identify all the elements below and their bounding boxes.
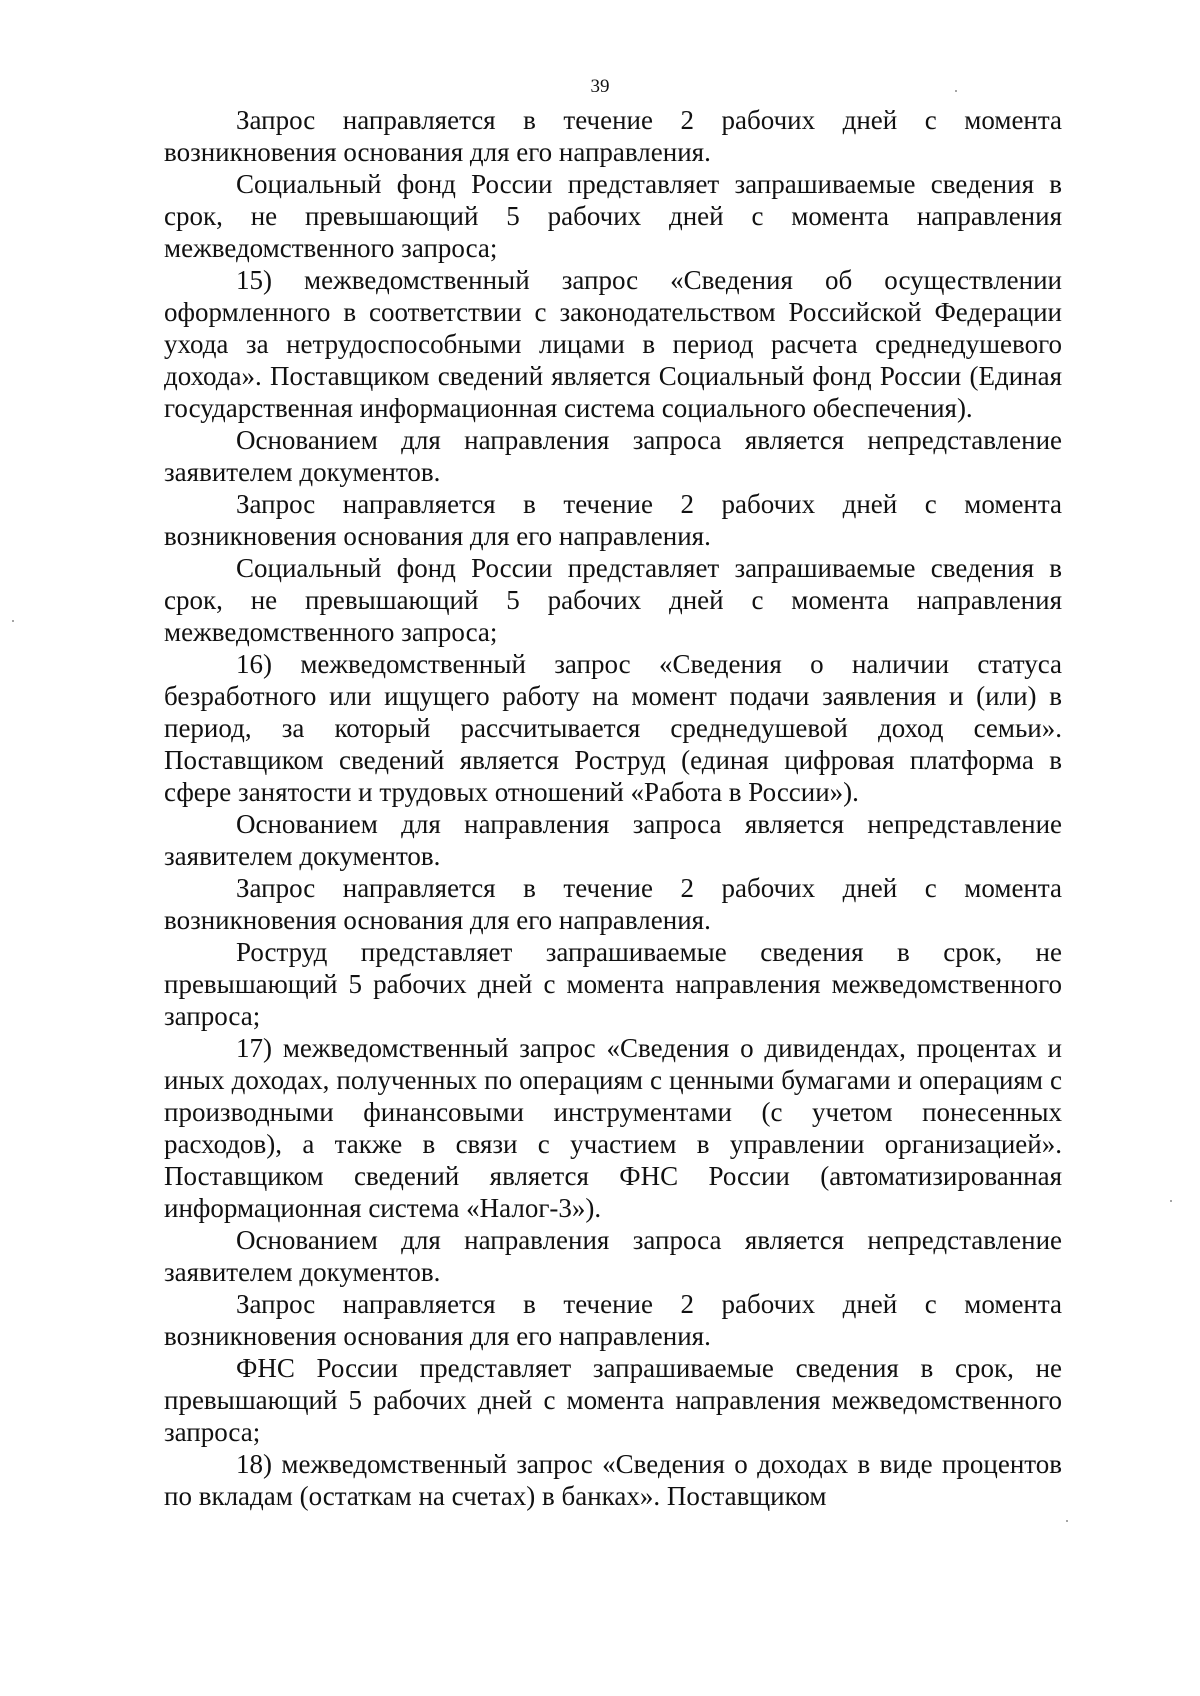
paragraph-item-18: 18) межведомственный запрос «Сведения о доходах в виде процентов по вкладам (остаткам на счетах) в банках». Поставщиком: [164, 1449, 1062, 1511]
paragraph-14: ФНС России представляет запрашиваемые сведения в срок, не превышающий 5 рабочих дней с момента направления межведомственного запроса;: [164, 1353, 1062, 1447]
scan-speck: [955, 90, 957, 92]
paragraph-12: Основанием для направления запроса является непредставление заявителем документов.: [164, 1225, 1062, 1287]
paragraph-item-16: 16) межведомственный запрос «Сведения о наличии статуса безработного или ищущего работу на момент подачи заявления и (или) в период, за который рассчитывается среднедушевой доход семьи». Поставщиком сведений является Роструд (единая цифровая платформа в сфере занятости и трудовых отношений «Работа в России»).: [164, 649, 1062, 807]
scan-speck: [1170, 1200, 1172, 1202]
page-number: 39: [590, 76, 610, 97]
paragraph-2: Социальный фонд России представляет запрашиваемые сведения в срок, не превышающий 5 рабочих дней с момента направления межведомственного запроса;: [164, 169, 1062, 263]
paragraph-10: Роструд представляет запрашиваемые сведения в срок, не превышающий 5 рабочих дней с момента направления межведомственного запроса;: [164, 937, 1062, 1031]
scan-speck: [12, 620, 14, 622]
paragraph-13: Запрос направляется в течение 2 рабочих дней с момента возникновения основания для его направления.: [164, 1289, 1062, 1351]
paragraph-item-17: 17) межведомственный запрос «Сведения о дивидендах, процентах и иных доходах, полученных по операциям с ценными бумагами и операциям с производными финансовыми инструментами (с учетом понесенных расходов), а также в связи с участием в управлении организацией». Поставщиком сведений является ФНС России (автоматизированная информационная система «Налог-3»).: [164, 1033, 1062, 1223]
paragraph-9: Запрос направляется в течение 2 рабочих дней с момента возникновения основания для его направления.: [164, 873, 1062, 935]
scan-speck: [1066, 1520, 1068, 1522]
paragraph-1: Запрос направляется в течение 2 рабочих дней с момента возникновения основания для его направления.: [164, 105, 1062, 167]
paragraph-4: Основанием для направления запроса является непредставление заявителем документов.: [164, 425, 1062, 487]
paragraph-6: Социальный фонд России представляет запрашиваемые сведения в срок, не превышающий 5 рабочих дней с момента направления межведомственного запроса;: [164, 553, 1062, 647]
document-body: [164, 104, 1062, 1512]
paragraph-8: Основанием для направления запроса является непредставление заявителем документов.: [164, 809, 1062, 871]
paragraph-5: Запрос направляется в течение 2 рабочих дней с момента возникновения основания для его направления.: [164, 489, 1062, 551]
paragraph-item-15: 15) межведомственный запрос «Сведения об осуществлении оформленного в соответствии с законодательством Российской Федерации ухода за нетрудоспособными лицами в период расчета среднедушевого дохода». Поставщиком сведений является Социальный фонд России (Единая государственная информационная система социального обеспечения).: [164, 265, 1062, 423]
